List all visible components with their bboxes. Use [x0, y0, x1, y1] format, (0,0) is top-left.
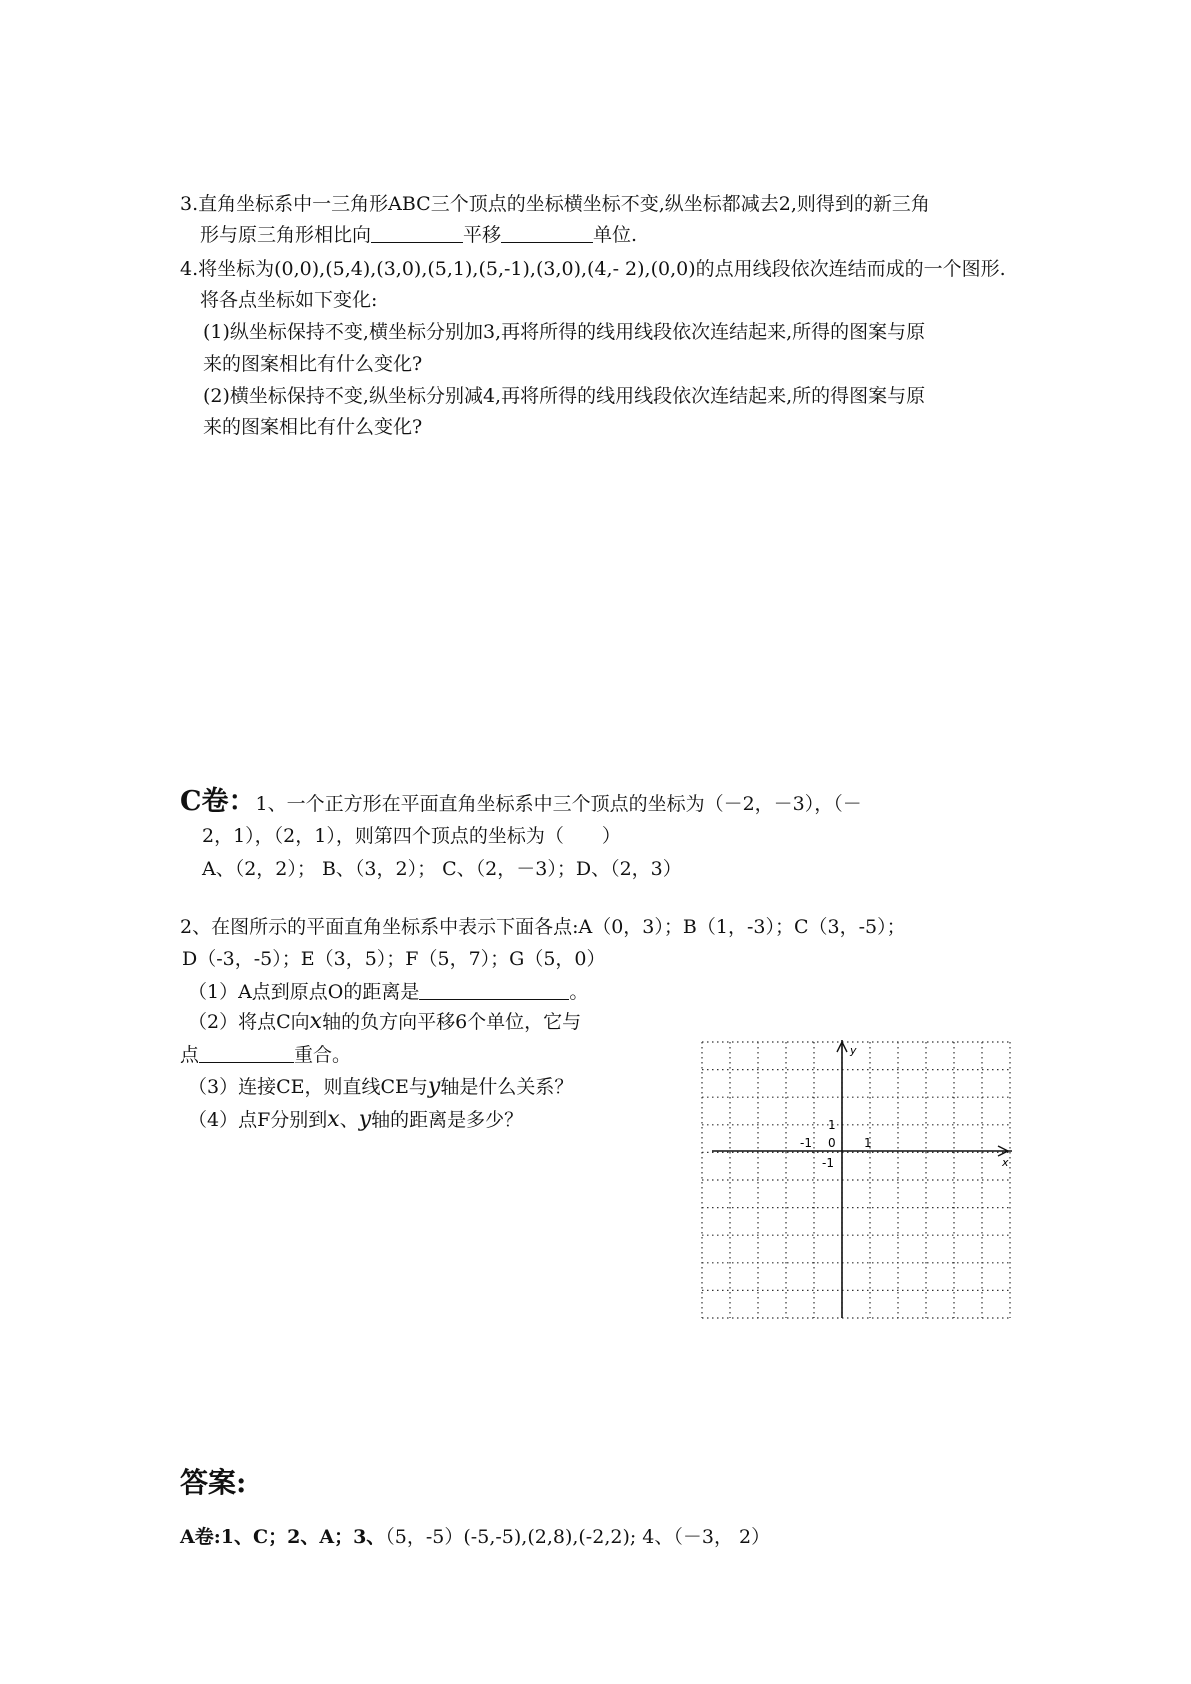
c-q1-line1: [180, 788, 862, 818]
c-section-heading: C卷：: [180, 786, 256, 817]
q3-line2: [200, 221, 637, 249]
tick-label-x-neg-one: -1: [800, 1136, 812, 1150]
c-q1-options: A、（2，2）； B、（3，2）； C、（2，－3）；D、（2，3）: [202, 858, 682, 880]
c-q2-blank-distance[interactable]: [419, 981, 569, 1000]
coordinate-grid: [700, 1040, 1012, 1320]
c-q2-sub2-text-b: 轴的负方向平移6个单位，它与: [322, 1011, 582, 1033]
c-q2-sub2-cont: [180, 1041, 351, 1069]
c-q1-line2: 2，1），（2，1），则第四个顶点的坐标为（ ）: [202, 825, 621, 847]
q3-blank-units[interactable]: [501, 224, 593, 243]
c-q2-sub2-text-c: 点: [180, 1044, 200, 1066]
c-q2-line2: D（-3，-5）；E（3，5）；F（5，7）；G（5，0）: [182, 948, 606, 970]
c-q2-line1: 2、在图所示的平面直角坐标系中表示下面各点:A（0，3）；B（1，-3）；C（3，-5）；: [180, 916, 906, 938]
q4-part1-line1: (1)纵坐标保持不变,横坐标分别加3,再将所得的线用线段依次连结起来,所得的图案与原: [203, 321, 926, 343]
q4-part2-line2: 来的图案相比有什么变化?: [203, 416, 423, 438]
y-axis-label: y: [850, 1044, 857, 1057]
c-q2-sub2-text-a: （2）将点C向: [188, 1011, 310, 1033]
q3-text-c: 单位.: [593, 224, 638, 246]
q3-blank-direction[interactable]: [371, 224, 463, 243]
c-q2-sub4-text-b: 轴的距离是多少？: [371, 1109, 524, 1131]
c-q1-text: 1、一个正方形在平面直角坐标系中三个顶点的坐标为（－2，－3），（－: [255, 793, 862, 815]
answers-a-line: [180, 1523, 770, 1551]
x-axis-label: x: [1002, 1156, 1009, 1169]
q4-line2: 将各点坐标如下变化:: [200, 289, 378, 311]
c-q2-sub4-x: x: [327, 1107, 340, 1132]
c-q2-sub2-text-d: 重合。: [294, 1044, 352, 1066]
c-q2-sub1-end: 。: [569, 981, 589, 1003]
tick-label-y-one: 1: [828, 1118, 836, 1132]
c-q2-sub1-text: （1）A点到原点O的距离是: [188, 981, 420, 1003]
c-q2-sub2: [188, 1008, 581, 1036]
c-q2-sub4-y: y: [358, 1107, 372, 1132]
origin-label: 0: [828, 1136, 836, 1150]
q4-part2-line1: (2)横坐标保持不变,纵坐标分别减4,再将所得的线用线段依次连结起来,所的得图案与原: [203, 385, 926, 407]
q3-text-a: 形与原三角形相比向: [200, 224, 372, 246]
c-q2-sub3-text-a: （3）连接CE，则直线CE与: [188, 1076, 428, 1098]
q4-part1-line2: 来的图案相比有什么变化?: [203, 353, 423, 375]
tick-label-x-one: 1: [864, 1136, 872, 1150]
c-q2-sub1: [188, 978, 588, 1006]
c-q2-blank-point[interactable]: [199, 1044, 294, 1063]
q3-line1: 3.直角坐标系中一三角形ABC三个顶点的坐标横坐标不变,纵坐标都减去2,则得到的新三角: [180, 193, 930, 215]
c-q2-sub3-y: y: [427, 1074, 441, 1099]
c-q2-sub2-x: x: [309, 1009, 323, 1034]
answers-heading: 答案:: [180, 1466, 247, 1499]
c-q2-sub3-text-b: 轴是什么关系？: [440, 1076, 574, 1098]
answers-a-bold: 1、C；2、A；3、: [220, 1526, 386, 1548]
q4-line1: 4.将坐标为(0,0),(5,4),(3,0),(5,1),(5,-1),(3,0),(4,- 2),(0,0)的点用线段依次连结而成的一个图形.: [180, 258, 1006, 280]
c-q2-sub4-sep: 、: [339, 1109, 359, 1131]
c-q2-sub3: [188, 1073, 573, 1101]
tick-label-y-neg-one: -1: [822, 1156, 834, 1170]
grid-dotted-lines: [702, 1042, 1010, 1318]
answers-a-rest: （5，-5）(-5,-5),(2,8),(-2,2); 4、（－3， 2）: [385, 1526, 771, 1548]
answers-a-label: A卷:: [180, 1526, 221, 1548]
c-q2-sub4: [188, 1106, 523, 1134]
c-q2-sub4-text-a: （4）点F分别到: [188, 1109, 328, 1131]
q3-text-b: 平移: [463, 224, 502, 246]
